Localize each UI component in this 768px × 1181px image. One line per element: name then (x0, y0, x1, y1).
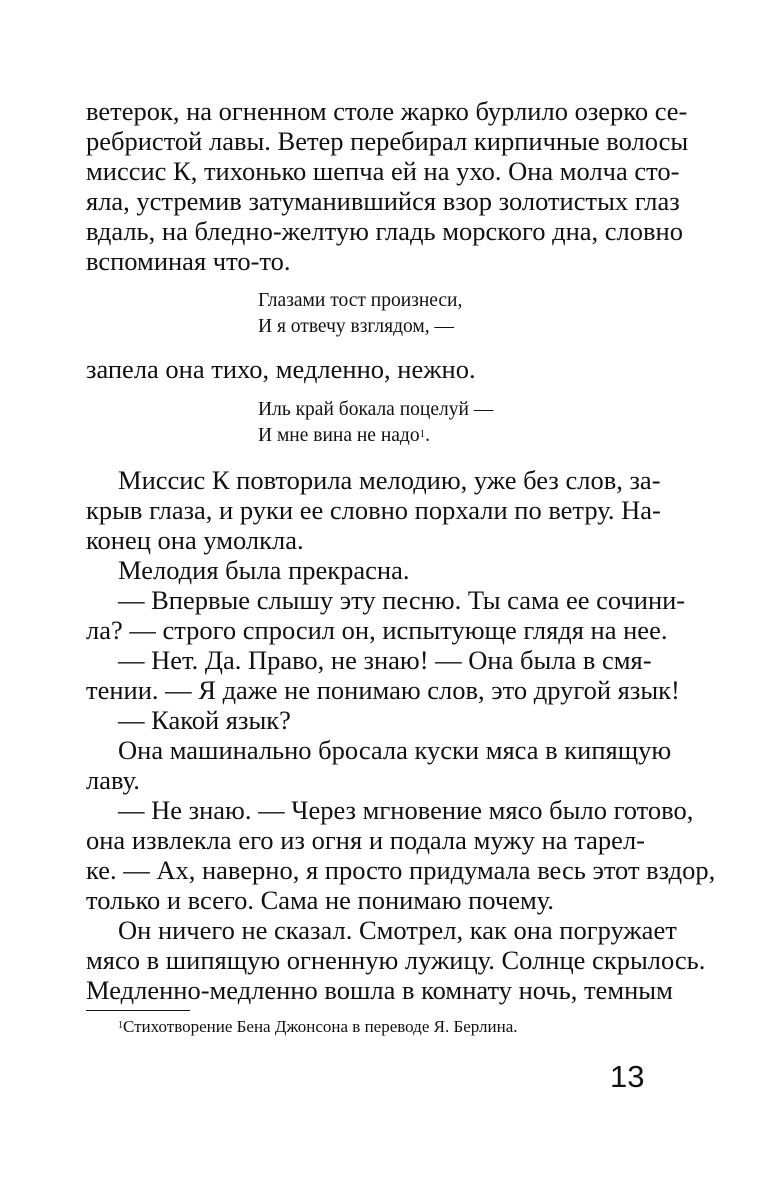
text-line: Он ничего не сказал. Смотрел, как она погружает (118, 915, 677, 945)
text-line: вспоминая что-то. (86, 246, 291, 276)
text-line: она извлекла его из огня и подала мужу на тарел- (86, 825, 645, 855)
text-line: ветерок, на огненном столе жарко бурлило озерко се- (86, 96, 688, 126)
text-line: крыв глаза, и руки ее словно порхали по ветру. На- (86, 495, 661, 525)
footnote-reference: 1 (419, 428, 426, 440)
text-line: ребристой лавы. Ветер перебирал кирпичные волосы (86, 126, 689, 156)
text-line: Она машинально бросала куски мяса в кипящую (118, 735, 672, 765)
text-line: только и всего. Сама не понимаю почему. (86, 885, 554, 915)
text-line: Медленно-медленно вошла в комнату ночь, темным (86, 975, 673, 1005)
verse-end-punctuation: . (425, 425, 430, 446)
text-line: — Впервые слышу эту песню. Ты сама ее сочини- (118, 585, 686, 615)
text-line: — Какой язык? (118, 705, 291, 735)
text-line: миссис К, тихонько шепча ей на ухо. Она молча сто- (86, 156, 680, 186)
text-line: лаву. (86, 765, 140, 795)
text-line: ке. — Ах, наверно, я просто придумала весь этот вздор, (86, 855, 716, 885)
text-line: вдаль, на бледно-желтую гладь морского дна, словно (86, 216, 683, 246)
verse-line: И я отвечу взглядом, — (258, 316, 455, 337)
text-line: — Нет. Да. Право, не знаю! — Она была в смя- (118, 645, 652, 675)
text-line: ла? — строго спросил он, испытующе глядя на нее. (86, 615, 668, 645)
footnote-text: Стихотворение Бена Джонсона в переводе Я. Берлина. (123, 1017, 518, 1036)
text-line: запела она тихо, медленно, нежно. (86, 354, 476, 384)
page-number: 13 (610, 1059, 645, 1094)
text-line: тении. — Я даже не понимаю слов, это другой язык! (86, 675, 680, 705)
verse-text: И мне вина не надо (258, 425, 420, 446)
verse-line: Иль край бокала поцелуй — (258, 399, 494, 420)
footnote (118, 1016, 518, 1038)
text-line: мясо в шипящую огненную лужицу. Солнце скрылось. (86, 945, 706, 975)
footnote-divider (86, 1010, 190, 1011)
verse-line-with-footnote (258, 423, 430, 449)
text-line: Мелодия была прекрасна. (118, 555, 410, 585)
text-line: конец она умолкла. (86, 525, 304, 555)
text-line: яла, устремив затуманившийся взор золотистых глаз (86, 186, 680, 216)
footnote-mark: 1 (118, 1020, 123, 1031)
text-line: Миссис К повторила мелодию, уже без слов, за- (118, 465, 661, 495)
text-line: — Не знаю. — Через мгновение мясо было готово, (118, 795, 694, 825)
verse-line: Глазами тост произнеси, (258, 290, 463, 311)
